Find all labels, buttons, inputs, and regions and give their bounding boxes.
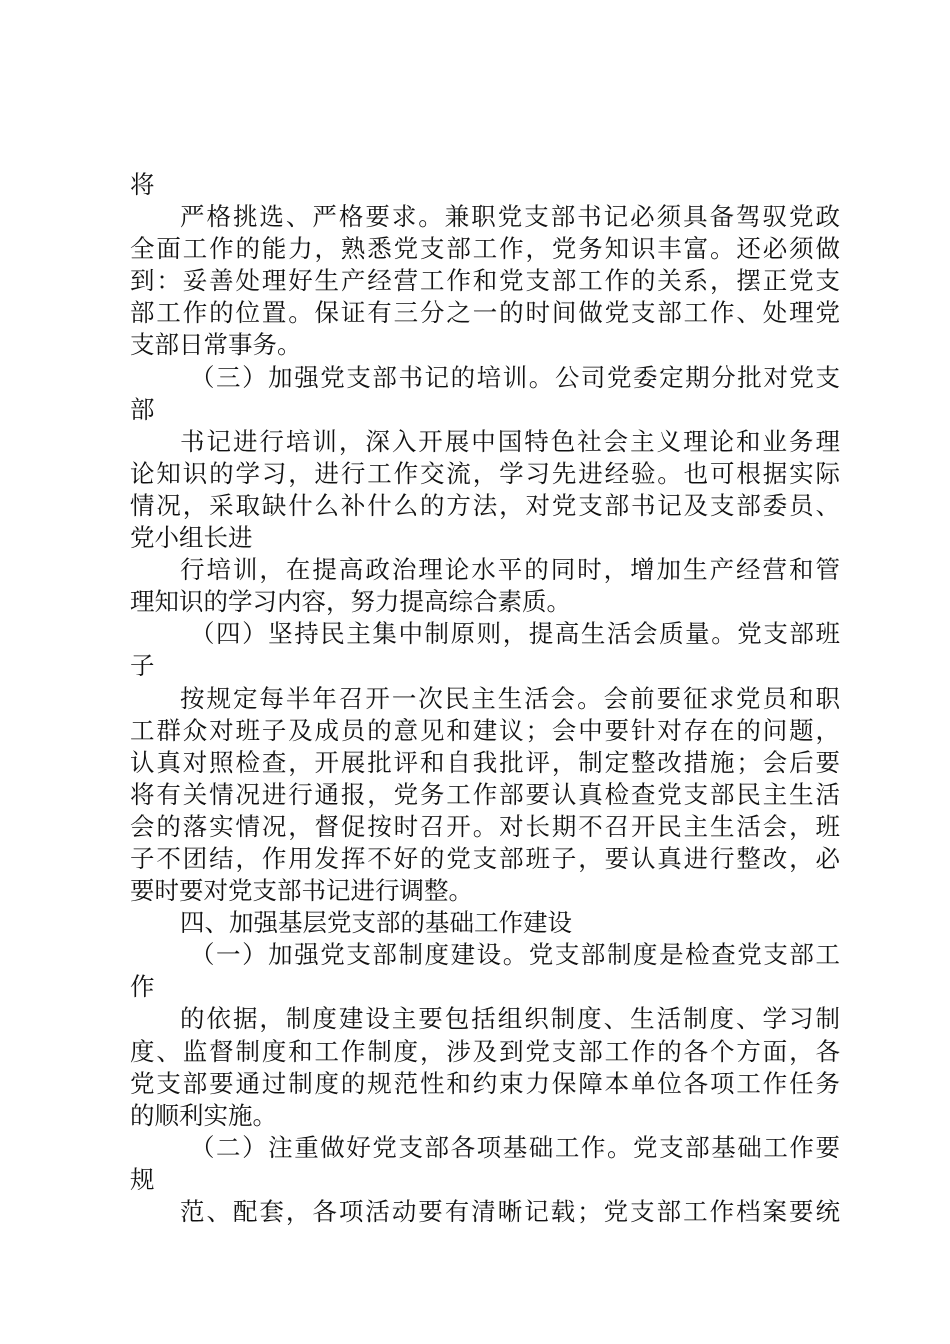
text-line: 度、监督制度和工作制度，涉及到党支部工作的各个方面，各 (130, 1036, 840, 1066)
text-line: 规 (130, 1164, 155, 1194)
document-body (130, 169, 840, 1228)
text-line: 到：妥善处理好生产经营工作和党支部工作的关系，摆正党支 (130, 266, 840, 296)
text-line: 的顺利实施。 (130, 1100, 277, 1130)
text-line: 情况，采取缺什么补什么的方法，对党支部书记及支部委员、 (130, 490, 840, 520)
text-line: 将有关情况进行通报，党务工作部要认真检查党支部民主生活 (130, 779, 840, 809)
text-line: 党小组长进 (130, 523, 253, 553)
text-line: 按规定每半年召开一次民主生活会。会前要征求党员和职 (180, 683, 840, 713)
text-line: 将 (130, 170, 155, 199)
text-line: 理知识的学习内容，努力提高综合素质。 (130, 587, 571, 617)
text-line: （四）坚持民主集中制原则，提高生活会质量。党支部班 (190, 619, 840, 649)
text-line: 要时要对党支部书记进行调整。 (130, 876, 473, 906)
text-line: 党支部要通过制度的规范性和约束力保障本单位各项工作任务 (130, 1068, 840, 1098)
text-line: 行培训，在提高政治理论水平的同时，增加生产经营和管 (180, 555, 840, 585)
text-line: 部 (130, 394, 155, 424)
text-line: 全面工作的能力，熟悉党支部工作，党务知识丰富。还必须做 (130, 234, 840, 264)
text-line: 范、配套，各项活动要有清晰记载；党支部工作档案要统 (180, 1197, 840, 1226)
text-line: 作 (130, 972, 155, 1002)
text-line: 论知识的学习，进行工作交流，学习先进经验。也可根据实际 (130, 458, 840, 488)
text-line: （三）加强党支部书记的培训。公司党委定期分批对党支 (190, 362, 840, 392)
text-line: 会的落实情况，督促按时召开。对长期不召开民主生活会，班 (130, 811, 840, 841)
text-line: 书记进行培训，深入开展中国特色社会主义理论和业务理 (180, 426, 840, 456)
text-line: 工群众对班子及成员的意见和建议；会中要针对存在的问题， (130, 715, 840, 745)
text-line: 的依据，制度建设主要包括组织制度、生活制度、学习制 (180, 1004, 840, 1034)
text-line: 四、加强基层党支部的基础工作建设 (180, 908, 572, 938)
text-line: 严格挑选、严格要求。兼职党支部书记必须具备驾驭党政 (180, 202, 840, 232)
text-line: 认真对照检查，开展批评和自我批评，制定整改措施；会后要 (130, 747, 840, 777)
text-line: 支部日常事务。 (130, 330, 302, 360)
text-line: （二）注重做好党支部各项基础工作。党支部基础工作要 (190, 1132, 840, 1162)
text-line: 子 (130, 651, 155, 681)
text-line: 部工作的位置。保证有三分之一的时间做党支部工作、处理党 (130, 298, 840, 328)
text-line: （一）加强党支部制度建设。党支部制度是检查党支部工 (190, 940, 840, 970)
text-line: 子不团结，作用发挥不好的党支部班子，要认真进行整改，必 (130, 843, 840, 873)
